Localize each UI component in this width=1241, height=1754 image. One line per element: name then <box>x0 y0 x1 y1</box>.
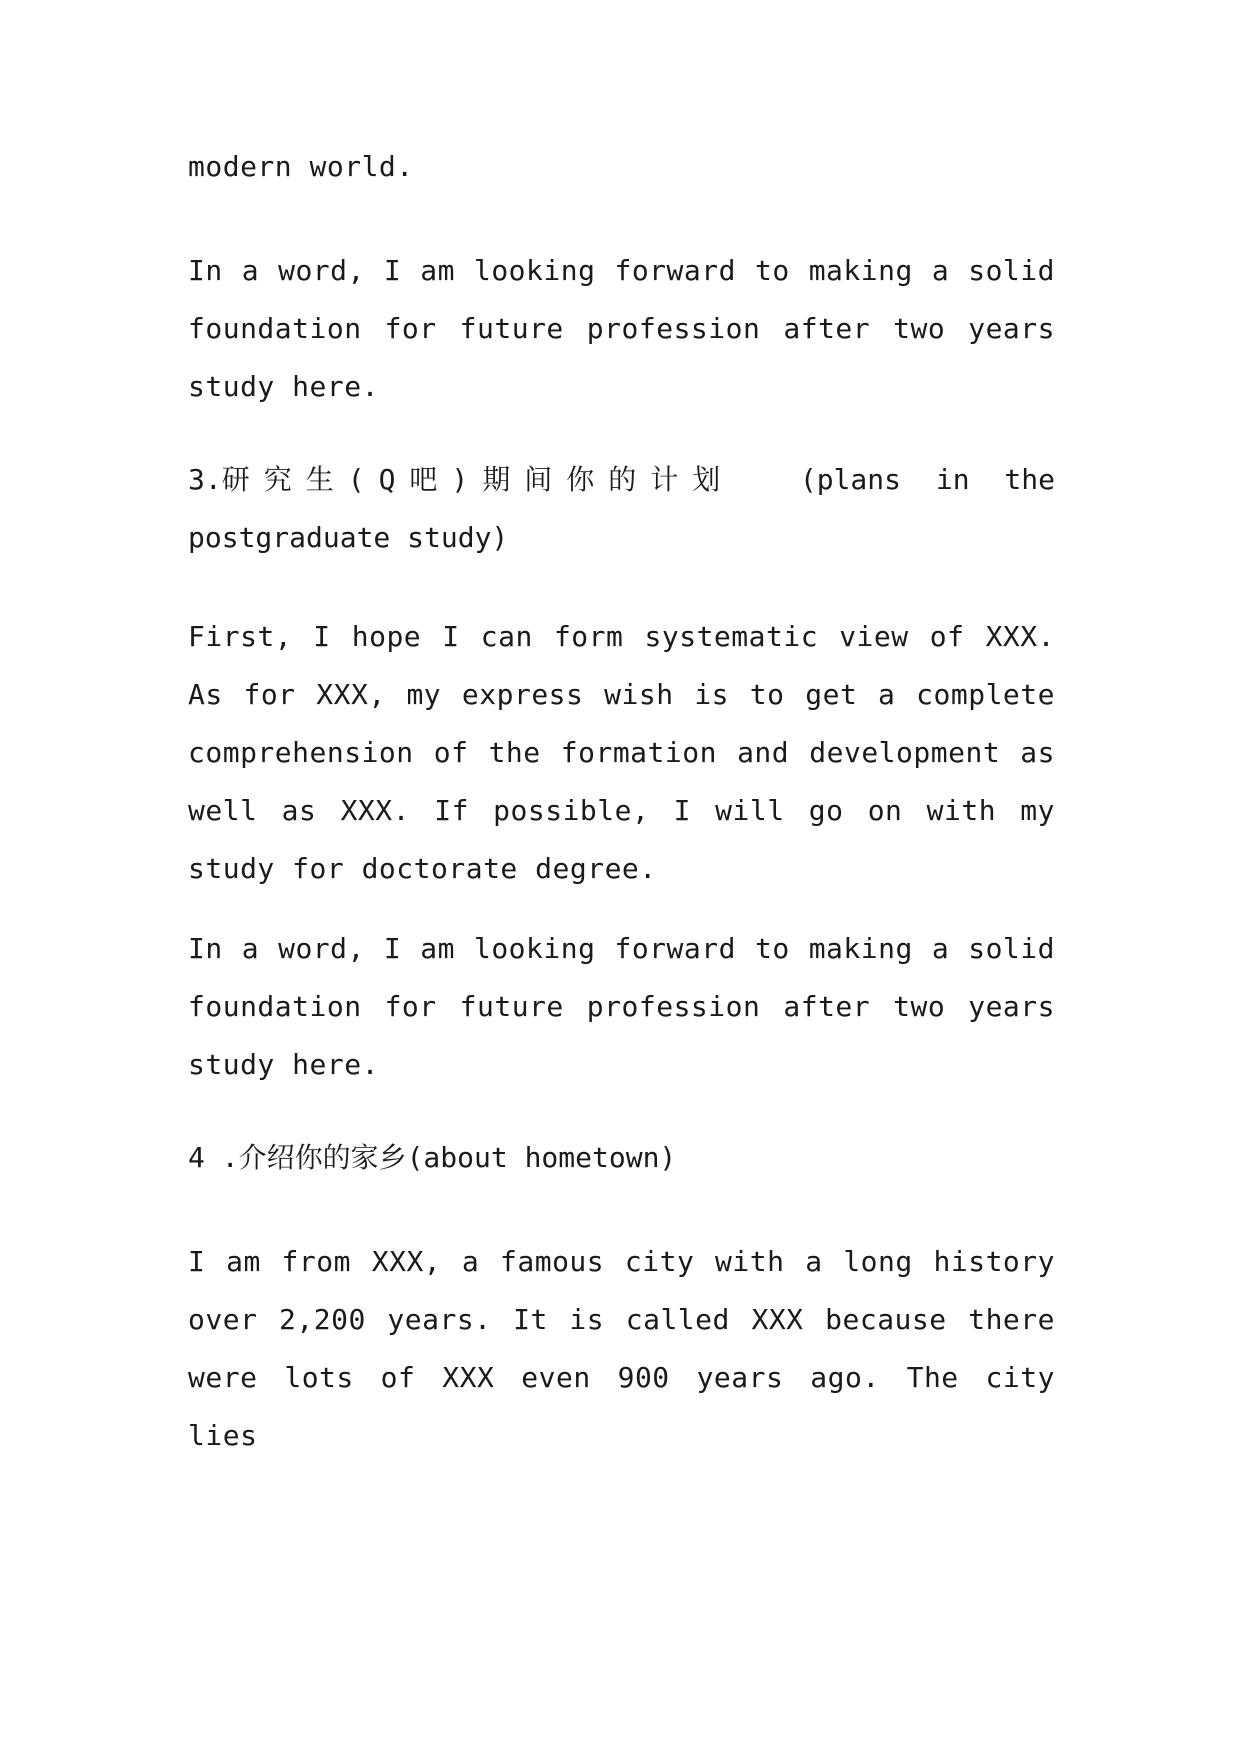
section-heading-4: 4 .介绍你的家乡(about hometown) <box>188 1141 677 1174</box>
section-title-cjk: 研究生(Q吧)期间你的计划 <box>221 463 735 496</box>
section-heading-3-line1 <box>188 451 1055 509</box>
section-title-en-line1: (plans in the <box>799 463 1055 496</box>
paragraph-conclusion-2: In a word, I am looking forward to making a solid foundation for future profession after two years study here. <box>188 932 1055 1081</box>
paragraph-conclusion-1: In a word, I am looking forward to making a solid foundation for future profession after two years study here. <box>188 254 1055 403</box>
paragraph-plans: First, I hope I can form systematic view of XXX. As for XXX, my express wish is to get a complete comprehension of the formation and development as well as XXX. If possible, I will go on with my study for doctorate degree. <box>188 620 1055 885</box>
section-heading-3-prefix <box>188 451 734 509</box>
section-heading-3 <box>188 451 1055 567</box>
paragraph-hometown: I am from XXX, a famous city with a long history over 2,200 years. It is called XXX because there were lots of XXX even 900 years ago. The city lies <box>188 1245 1055 1452</box>
section-title-en-line2: postgraduate study) <box>188 521 509 554</box>
section-number: 3. <box>188 463 222 496</box>
paragraph-continuation: modern world. <box>188 150 414 183</box>
